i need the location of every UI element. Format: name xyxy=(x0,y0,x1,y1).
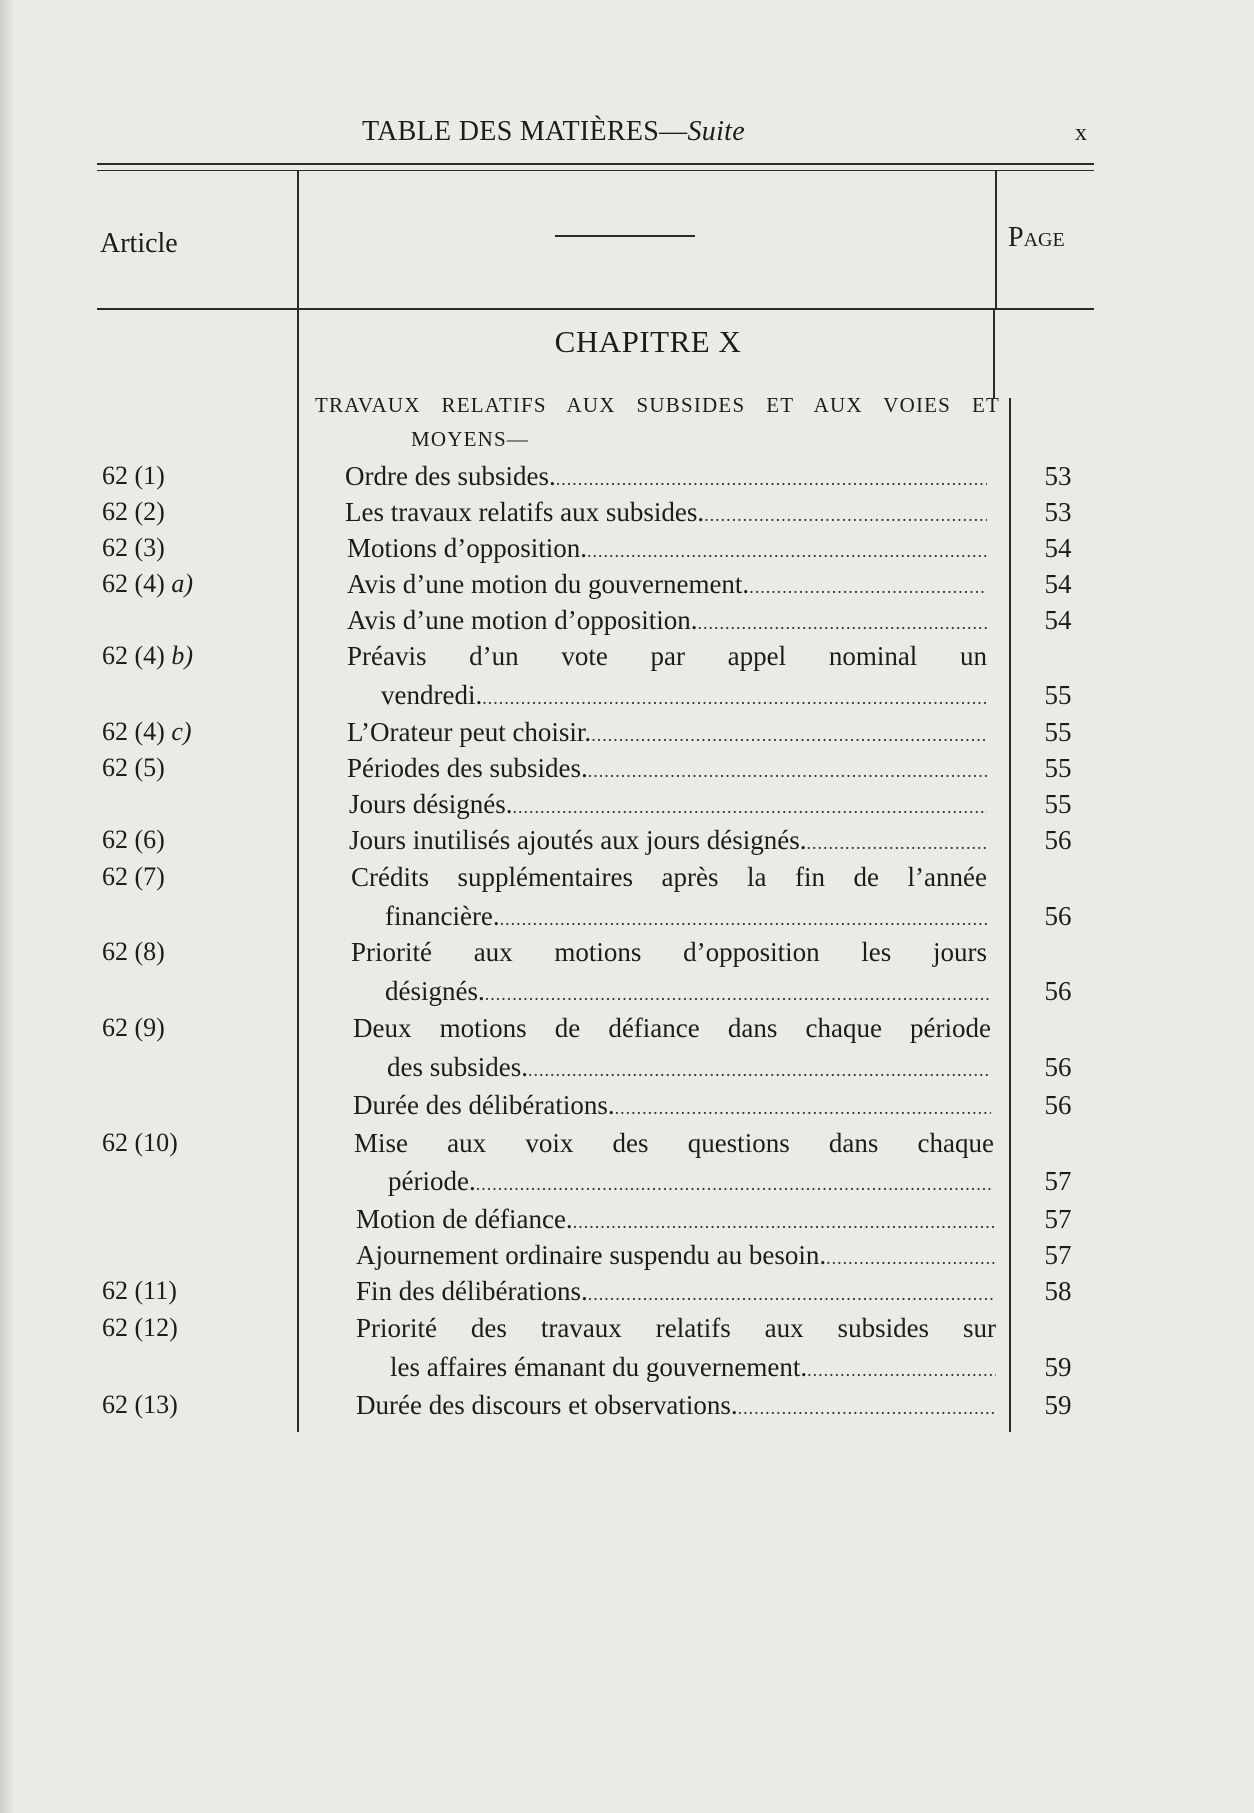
toc-entry-title xyxy=(356,1390,996,1421)
table-header-rule xyxy=(97,308,1094,310)
toc-entry-title xyxy=(349,789,987,820)
toc-article-number xyxy=(102,825,165,855)
toc-entry-title xyxy=(347,605,987,636)
toc-article-number xyxy=(102,1276,177,1306)
toc-entry-title xyxy=(347,569,987,600)
toc-entry-title-text: Motion de défiance. xyxy=(356,1204,573,1234)
toc-entry-title xyxy=(347,533,987,564)
article-number-text: 62 (7) xyxy=(102,862,165,891)
toc-entry-title-text: L’Orateur peut choisir. xyxy=(347,717,592,747)
toc-entry-title-text: Durée des délibérations. xyxy=(353,1090,615,1120)
dot-leader xyxy=(704,505,987,526)
dot-leader xyxy=(588,1284,996,1305)
dot-leader xyxy=(591,725,987,746)
toc-entry-title-text: les affaires émanant du gouvernement. xyxy=(390,1352,808,1382)
toc-entry-title xyxy=(385,976,989,1007)
header-page-number: x xyxy=(1075,120,1087,146)
toc-entry-title-text: Périodes des subsides. xyxy=(347,753,588,783)
toc-article-number xyxy=(102,569,193,599)
toc-article-number xyxy=(102,1390,178,1420)
dot-leader xyxy=(573,1212,996,1233)
article-number-text: 62 (1) xyxy=(102,461,165,490)
toc-article-number xyxy=(102,641,193,671)
toc-entry-title xyxy=(356,1240,996,1271)
dot-leader xyxy=(826,1248,996,1269)
dot-leader xyxy=(807,1360,996,1381)
toc-entry-title-text: financière. xyxy=(385,901,500,931)
toc-entry-title-first-line: Préavis d’un vote par appel nominal un xyxy=(347,641,987,671)
dot-leader xyxy=(806,833,987,854)
column-divider-right-header xyxy=(995,170,997,310)
toc-entry-title-text: Les travaux relatifs aux subsides. xyxy=(345,497,705,527)
dot-leader xyxy=(588,761,987,782)
toc-entry-title-first-line: Priorité des travaux relatifs aux subsides sur xyxy=(356,1313,996,1343)
dot-leader xyxy=(513,797,988,818)
dot-leader xyxy=(615,1098,991,1119)
toc-page-number: 54 xyxy=(1044,533,1072,563)
toc-entry-title-text: période. xyxy=(388,1166,476,1196)
toc-entry-title xyxy=(347,717,987,748)
toc-page-number: 58 xyxy=(1044,1276,1072,1306)
toc-entry-title xyxy=(345,497,987,528)
dot-leader xyxy=(587,541,987,562)
toc-page-number: 55 xyxy=(1044,753,1072,783)
table-top-rule-double xyxy=(97,170,1094,171)
toc-article-number xyxy=(102,1128,178,1158)
toc-entry-title-text: Fin des délibérations. xyxy=(356,1276,588,1306)
toc-entry-title-text: Ordre des subsides. xyxy=(345,461,556,491)
toc-page-number: 55 xyxy=(1044,789,1072,819)
toc-entry-title-first-line: Mise aux voix des questions dans chaque xyxy=(354,1128,994,1158)
toc-page-number: 55 xyxy=(1044,717,1072,747)
article-number-text: 62 (5) xyxy=(102,753,165,782)
toc-entry-title xyxy=(356,1204,996,1235)
toc-entry-title-text: Avis d’une motion du gouvernement. xyxy=(347,569,750,599)
toc-article-number xyxy=(102,461,165,491)
chapter-title: CHAPITRE X xyxy=(554,324,742,359)
toc-article-number xyxy=(102,533,165,563)
toc-entry-title xyxy=(390,1352,996,1383)
article-number-text: 62 (6) xyxy=(102,825,165,854)
toc-page-number: 56 xyxy=(1044,1090,1072,1120)
article-number-text: 62 (4) xyxy=(102,569,172,598)
toc-page-number: 56 xyxy=(1044,825,1072,855)
toc-article-number xyxy=(102,1013,165,1043)
dot-leader xyxy=(749,577,987,598)
toc-page-number: 56 xyxy=(1044,1052,1072,1082)
toc-entry-title-text: des subsides. xyxy=(387,1052,528,1082)
toc-article-number xyxy=(102,497,165,527)
toc-article-number xyxy=(102,717,192,747)
header-title: TABLE DES MATIÈRES—Suite xyxy=(362,116,745,147)
toc-page-number: 59 xyxy=(1044,1390,1072,1420)
toc-entry-title xyxy=(385,901,987,932)
toc-page-number: 57 xyxy=(1044,1166,1072,1196)
section-heading-line2: MOYENS— xyxy=(411,427,530,451)
article-number-text: 62 (11) xyxy=(102,1276,177,1305)
article-subclause: b) xyxy=(171,641,193,670)
column-header-article: Article xyxy=(100,228,178,259)
toc-entry-title-text: Ajournement ordinaire suspendu au besoin. xyxy=(356,1240,827,1270)
toc-page-number: 53 xyxy=(1044,497,1072,527)
toc-entry-title-text: Jours désignés. xyxy=(349,789,513,819)
section-heading-line1: TRAVAUX RELATIFS AUX SUBSIDES ET AUX VOIES ET xyxy=(315,393,1000,417)
toc-page-number: 55 xyxy=(1044,680,1072,710)
toc-article-number xyxy=(102,937,165,967)
toc-page-number: 54 xyxy=(1044,569,1072,599)
toc-page-number: 59 xyxy=(1044,1352,1072,1382)
article-subclause: c) xyxy=(171,717,192,746)
toc-entry-title-first-line: Deux motions de défiance dans chaque période xyxy=(353,1013,991,1043)
page-edge-shadow xyxy=(0,0,14,1813)
toc-article-number xyxy=(102,1313,178,1343)
column-header-dash xyxy=(555,235,695,237)
toc-page-number: 53 xyxy=(1044,461,1072,491)
toc-entry-title-text: Durée des discours et observations. xyxy=(356,1390,738,1420)
dot-leader xyxy=(738,1398,996,1419)
dot-leader xyxy=(476,1174,992,1195)
article-number-text: 62 (10) xyxy=(102,1128,178,1157)
toc-entry-title xyxy=(356,1276,996,1307)
dot-leader xyxy=(556,469,987,490)
toc-entry-title-text: Jours inutilisés ajoutés aux jours désignés. xyxy=(349,825,807,855)
article-number-text: 62 (4) xyxy=(102,717,172,746)
dot-leader xyxy=(698,613,988,634)
column-header-page: Page xyxy=(1008,222,1065,253)
toc-entry-title xyxy=(387,1052,991,1083)
toc-page-number: 57 xyxy=(1044,1204,1072,1234)
toc-page-number: 56 xyxy=(1044,976,1072,1006)
dot-leader xyxy=(500,909,987,930)
article-number-text: 62 (8) xyxy=(102,937,165,966)
article-number-text: 62 (12) xyxy=(102,1313,178,1342)
article-number-text: 62 (4) xyxy=(102,641,172,670)
toc-entry-title-first-line: Crédits supplémentaires après la fin de l’année xyxy=(351,862,987,892)
article-number-text: 62 (2) xyxy=(102,497,165,526)
article-number-text: 62 (13) xyxy=(102,1390,178,1419)
toc-article-number xyxy=(102,862,165,892)
toc-article-number xyxy=(102,753,165,783)
toc-entry-title xyxy=(347,753,987,784)
article-subclause: a) xyxy=(171,569,193,598)
table-top-rule xyxy=(97,163,1094,165)
toc-entry-title-text: Avis d’une motion d’opposition. xyxy=(347,605,698,635)
toc-page-number: 56 xyxy=(1044,901,1072,931)
dot-leader xyxy=(482,688,987,709)
running-header xyxy=(0,116,1254,152)
toc-entry-title xyxy=(381,680,987,711)
toc-page-number: 57 xyxy=(1044,1240,1072,1270)
toc-entry-title-text: désignés. xyxy=(385,976,485,1006)
toc-entry-title xyxy=(345,461,987,492)
toc-entry-title xyxy=(353,1090,991,1121)
toc-entry-title-first-line: Priorité aux motions d’opposition les jours xyxy=(351,937,987,967)
toc-entry-title xyxy=(349,825,987,856)
article-number-text: 62 (3) xyxy=(102,533,165,562)
toc-page-number: 54 xyxy=(1044,605,1072,635)
dot-leader xyxy=(485,984,989,1005)
toc-entry-title xyxy=(388,1166,992,1197)
dot-leader xyxy=(528,1060,991,1081)
article-number-text: 62 (9) xyxy=(102,1013,165,1042)
toc-entry-title-text: Motions d’opposition. xyxy=(347,533,588,563)
toc-entry-title-text: vendredi. xyxy=(381,680,483,710)
column-divider-right xyxy=(1009,398,1011,1432)
